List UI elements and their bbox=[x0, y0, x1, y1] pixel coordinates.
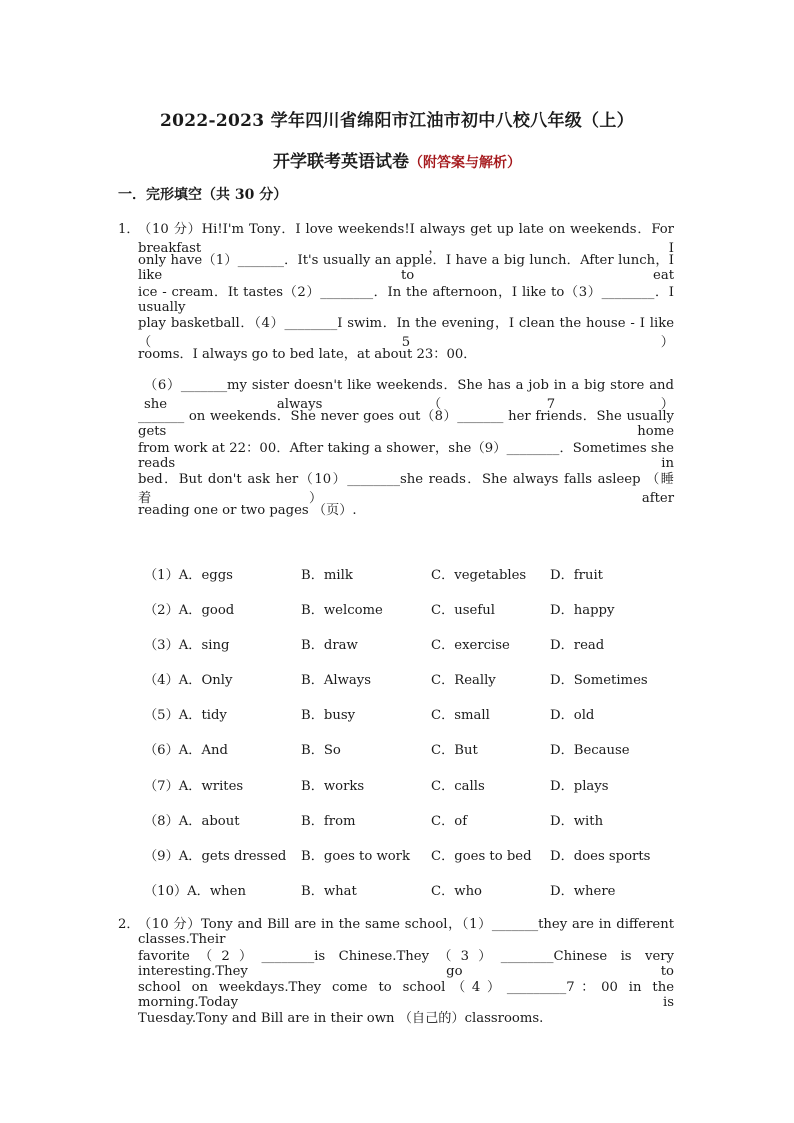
option-d: D．old bbox=[550, 708, 595, 723]
option-b: B．milk bbox=[301, 568, 353, 583]
subtitle-text: 开学联考英语试卷 bbox=[273, 152, 409, 172]
option-a: （3）A．sing bbox=[144, 638, 230, 653]
option-c: C．goes to bed bbox=[431, 849, 532, 864]
option-b: B．busy bbox=[301, 708, 356, 723]
option-c: C．small bbox=[431, 708, 490, 723]
passage-line: favorite（2）________is Chinese.They（3）________Chinese is very interesting.They go to bbox=[138, 949, 674, 979]
option-a: （1）A．eggs bbox=[144, 568, 233, 583]
document-subtitle bbox=[0, 147, 794, 172]
option-c: C．who bbox=[431, 884, 482, 899]
option-b: B．works bbox=[301, 779, 365, 794]
option-d: D．plays bbox=[550, 779, 609, 794]
option-b: B．what bbox=[301, 884, 357, 899]
section-heading: 一．完形填空（共 30 分） bbox=[118, 187, 288, 203]
option-d: D．Because bbox=[550, 743, 630, 758]
option-b: B．welcome bbox=[301, 603, 383, 618]
passage-line: only have（1）_______．It's usually an apple．I have a big lunch．After lunch，I like to eat bbox=[138, 253, 674, 283]
option-d: D．where bbox=[550, 884, 616, 899]
option-c: C．vegetables bbox=[431, 568, 527, 583]
option-b: B．from bbox=[301, 814, 356, 829]
document-title: 2022-2023 学年四川省绵阳市江油市初中八校八年级（上） bbox=[160, 111, 634, 131]
option-d: D．with bbox=[550, 814, 604, 829]
option-c: C．Really bbox=[431, 673, 496, 688]
passage-line: school on weekdays.They come to school（4）_________7：00 in the morning.Today is bbox=[138, 980, 674, 1010]
answer-note: （附答案与解析） bbox=[409, 155, 521, 171]
option-c: C．exercise bbox=[431, 638, 510, 653]
passage-line: （10 分）Hi!I'm Tony．I love weekends!I always get up late on weekends．For breakfast，I bbox=[138, 222, 674, 256]
option-d: D．happy bbox=[550, 603, 615, 618]
passage-line: ice - cream．It tastes（2）________．In the afternoon，I like to（3）________．I usually bbox=[138, 285, 674, 315]
option-d: D．Sometimes bbox=[550, 673, 648, 688]
passage-line: reading one or two pages （页）. bbox=[138, 503, 357, 518]
option-a: （5）A．tidy bbox=[144, 708, 227, 723]
option-d: D．read bbox=[550, 638, 605, 653]
passage-line: rooms．I always go to bed late，at about 23：00． bbox=[138, 347, 477, 362]
passage-line: Tuesday.Tony and Bill are in their own （自己的）classrooms. bbox=[138, 1011, 544, 1026]
option-b: B．goes to work bbox=[301, 849, 410, 864]
option-c: C．calls bbox=[431, 779, 485, 794]
option-c: C．But bbox=[431, 743, 478, 758]
option-b: B．So bbox=[301, 743, 341, 758]
option-a: （2）A．good bbox=[144, 603, 235, 618]
option-d: D．fruit bbox=[550, 568, 603, 583]
option-a: （9）A．gets dressed bbox=[144, 849, 287, 864]
option-b: B．Always bbox=[301, 673, 371, 688]
passage-line: _______ on weekends．She never goes out（8）_______ her friends．She usually gets home bbox=[138, 409, 674, 439]
passage-line: play basketball．（4）________I swim．In the evening，I clean the house - I like （5） bbox=[138, 316, 674, 350]
option-d: D．does sports bbox=[550, 849, 651, 864]
question-number: 1． bbox=[118, 222, 140, 237]
passage-line: （6）_______my sister doesn't like weekends．She has a job in a big store and she always（7） bbox=[144, 378, 674, 412]
question-number: 2． bbox=[118, 917, 140, 932]
option-a: （6）A．And bbox=[144, 743, 228, 758]
option-a: （4）A．Only bbox=[144, 673, 233, 688]
option-b: B．draw bbox=[301, 638, 358, 653]
passage-line: from work at 22：00．After taking a shower，she（9）________．Sometimes she reads in bbox=[138, 441, 674, 471]
passage-line: （10 分）Tony and Bill are in the same school，（1）_______they are in different classes.Their bbox=[138, 917, 674, 947]
option-a: （8）A．about bbox=[144, 814, 240, 829]
option-c: C．useful bbox=[431, 603, 495, 618]
passage-line: bed．But don't ask her（10）________she reads．She always falls asleep （睡着） after bbox=[138, 472, 674, 506]
option-a: （7）A．writes bbox=[144, 779, 244, 794]
option-c: C．of bbox=[431, 814, 468, 829]
option-a: （10）A．when bbox=[144, 884, 246, 899]
